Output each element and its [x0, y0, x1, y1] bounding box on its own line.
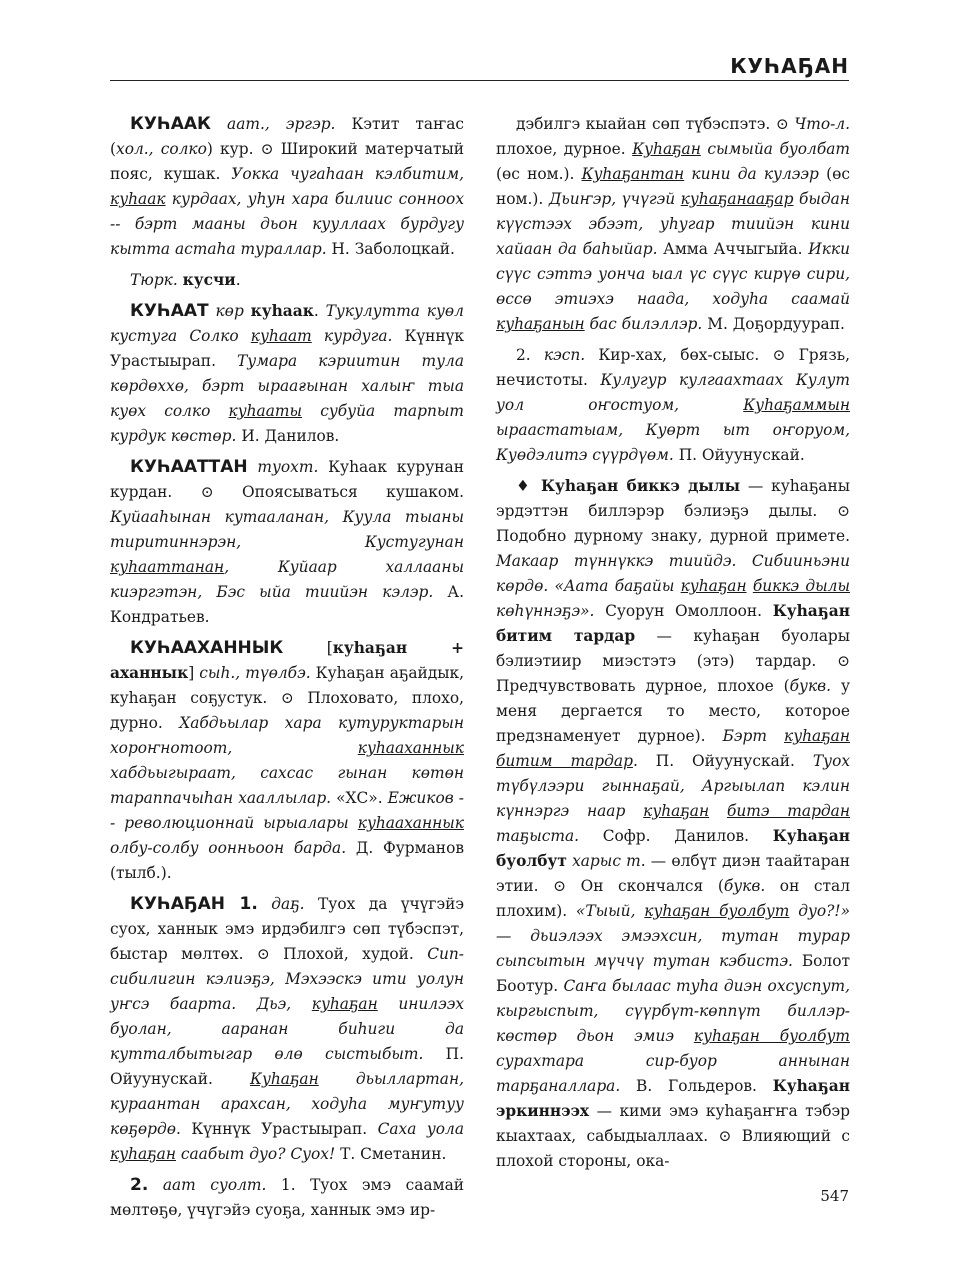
- dictionary-entry: [496, 112, 850, 337]
- entry-text: [: [283, 639, 333, 657]
- entry-text: көһүннэҕэ».: [496, 602, 595, 620]
- entry-text: дьиэлээх эмээхсин, тутан турар сыпсытын мүччү тутан кэбистэ.: [496, 927, 850, 970]
- entry-text: И. Данилов.: [236, 427, 340, 445]
- entry-text: Куһаҕантан: [581, 165, 685, 183]
- entry-text: куһаак: [250, 302, 314, 320]
- entry-text: Куһаак курунан курдан. ⊙ Опоясываться кушаком.: [110, 458, 464, 501]
- entry-text: харыс т.: [572, 852, 646, 870]
- entry-text: , Куйаар халлааны киэргэтэн, Бэс ыйа тиийэн кэлэр.: [110, 558, 464, 601]
- entry-text: Хабдьылар хара кутуруктарын хороҥнотоот,: [110, 714, 464, 757]
- dictionary-entry: [496, 474, 850, 1174]
- entry-text: 1. Туох эмэ саамай мөлтөҕө, үчүгэйэ суоҕа, ханнык эмэ ир-: [110, 1176, 464, 1219]
- entry-text: (өс ном.).: [496, 165, 582, 183]
- entry-text: ыраастатыам, Куөрт ыт оҥоруом, Куөдэлитэ сүүрдүөм.: [496, 421, 850, 464]
- entry-text: дьыллартан, кураантан арахсан, ходуһа муҥутуу көҕөрдө.: [110, 1070, 464, 1138]
- entry-text: Куһаҕан битим тардар: [496, 602, 850, 645]
- entry-text: ♦ Куһаҕан биккэ дылы: [516, 477, 741, 495]
- header-rule: [110, 80, 849, 81]
- entry-text: Уокка чугаһаан кэлбитим,: [231, 165, 464, 183]
- entry-text: Суорун Омоллоон.: [594, 602, 773, 620]
- entry-text: плохое, дурное.: [496, 140, 633, 158]
- entry-text: ]: [188, 664, 200, 682]
- entry-text: куһааханнык: [357, 739, 464, 757]
- entry-text: Куһаҕан эркиннээх: [496, 1077, 850, 1120]
- running-head: КУҺАҔАН: [730, 54, 849, 78]
- entry-text: 2.: [516, 346, 544, 364]
- entry-text: букв.: [723, 877, 766, 895]
- entry-text: [211, 115, 227, 133]
- entry-text: куһаҕан: [311, 995, 378, 1013]
- headword: КУҺААТ: [130, 301, 209, 321]
- entry-text: Куһаҕан: [632, 140, 701, 158]
- page-number: 547: [820, 1187, 849, 1205]
- entry-text: куһаат: [250, 327, 312, 345]
- entry-text: хабдьыгыраат, сахсас гынан көтөн тараппачыһан хааллылар.: [110, 764, 464, 807]
- entry-text: курдуга.: [311, 327, 393, 345]
- entry-text: Бэрт: [722, 727, 785, 745]
- entry-text: Күннүк Урастыырап.: [180, 1120, 378, 1138]
- entry-text: [709, 802, 727, 820]
- entry-text: куһаҕан буолбут: [644, 902, 790, 920]
- entry-text: куһаҕан: [643, 802, 710, 820]
- entry-text: курдаах, уһун хара билиис сонноох -- бэрт мааны дьон кууллаах бурдугу кытта астаһа тураллар.: [110, 190, 464, 258]
- entry-text: Туох да үчүгэйэ суох, ханнык эмэ ирдэбилгэ сөп түбэспэт, быстар мөлтөх. ⊙ Плохой, худой.: [110, 895, 464, 963]
- entry-text: Тукулутта куөл кустуга Солко: [110, 302, 464, 345]
- entry-text: көр: [215, 302, 244, 320]
- entry-text: туохт.: [257, 458, 319, 476]
- entry-text: ) кур. ⊙ Широкий матерчатый пояс, кушак.: [110, 140, 464, 183]
- entry-text: .: [313, 302, 326, 320]
- entry-text: Д. Фурманов (тылб.).: [110, 839, 464, 882]
- entry-text: куһаҕан: [110, 1145, 176, 1163]
- entry-text: [258, 895, 271, 913]
- entry-text: он стал плохим).: [496, 877, 850, 920]
- entry-text: инилээх буолан, ааранан биһиги да кутталбытыгар өлө сыстыбыт.: [110, 995, 464, 1063]
- headword: КУҺААТТАН: [130, 457, 248, 477]
- entry-text: [248, 458, 258, 476]
- entry-text: Болот Боотур.: [496, 952, 850, 995]
- entry-text: Тюрк.: [130, 271, 178, 289]
- entry-text: букв.: [789, 677, 832, 695]
- entry-text: куһаак: [110, 190, 166, 208]
- entry-text: Кулугур кулгаахтаах Кулут уол оҥостуом,: [496, 371, 850, 414]
- entry-text: Саха уола: [377, 1120, 464, 1138]
- entry-text: Тумара кэриитин тула көрдөххө, бэрт ыраағынан халыҥ тыа куөх солко: [110, 352, 464, 420]
- entry-text: Что-л.: [794, 115, 850, 133]
- entry-text: .: [632, 752, 638, 770]
- entry-text: куһаҕан + аханнык: [110, 639, 464, 682]
- entry-text: куһаҕанын: [496, 315, 585, 333]
- entry-text: — кими эмэ куһаҕаҥҥа тэбэр кыахтаах, сабыдыаллаах. ⊙ Влияющий с плохой стороны, ока-: [496, 1102, 850, 1170]
- entry-text: куһааты: [228, 402, 303, 420]
- entry-text: куһаҕан: [680, 577, 747, 595]
- entry-text: куһааханнык: [357, 814, 464, 832]
- entry-text: Кир-хах, бөх-сыыс. ⊙ Грязь, нечистоты.: [496, 346, 851, 389]
- entry-text: «ХС».: [331, 789, 388, 807]
- entry-text: Күннүк Урастыырап.: [110, 327, 464, 370]
- entry-text: П. Ойуунускай.: [673, 446, 805, 464]
- entry-text: А. Кондратьев.: [110, 583, 464, 626]
- entry-text: [244, 302, 251, 320]
- entry-text: аат суолт.: [162, 1176, 267, 1194]
- entry-text: — куһаҕан буолары бэлиэтиир миэстэтэ (этэ) тардар. ⊙ Предчувствовать дурное, плохое (: [496, 627, 851, 695]
- entry-text: аат., эргэр.: [227, 115, 336, 133]
- entry-text: у меня дергается то место, которое предзнаменует дурное).: [496, 677, 851, 745]
- entry-text: сымыйа буолбат: [700, 140, 850, 158]
- dictionary-entry: [496, 343, 850, 468]
- entry-text: «Тыый,: [575, 902, 645, 920]
- entry-text: битэ тардан: [726, 802, 850, 820]
- dictionary-entry: [110, 268, 464, 293]
- dictionary-entry: [110, 112, 464, 262]
- entry-text: М. Доҕордуурап.: [702, 315, 845, 333]
- entry-text: — өлбүт диэн таайтаран этии. ⊙ Он скончался (: [496, 852, 850, 895]
- entry-text: Куһаҕаммын: [743, 396, 850, 414]
- entry-text: бас билэллэр.: [584, 315, 703, 333]
- entry-text: Н. Заболоцкай.: [326, 240, 455, 258]
- dictionary-entry: [110, 455, 464, 630]
- entry-text: куһаҕан: [784, 727, 850, 745]
- entry-text: [148, 1176, 163, 1194]
- entry-text: Макаар түннүккэ тиийдэ. Сибииньэни көрдө. «Аата баҕайы: [496, 552, 850, 595]
- headword: 2.: [130, 1175, 149, 1195]
- entry-text: Саҥа былаас туһа диэн охсуспут, кыргыспыт, сүүрбүт-көппүт биллэр-көстөр дьон эмиэ: [496, 977, 850, 1045]
- dictionary-entry: [110, 1173, 464, 1223]
- entry-text: Ежиков -- революционнай ырыалары: [110, 789, 464, 832]
- right-column: [496, 112, 850, 1180]
- entry-text: Куйааһынан кутааланан, Куула тыаны тиритиннэрэн, Кустугунан: [110, 508, 464, 551]
- headword: КУҺААХАННЫК: [130, 638, 284, 658]
- entry-text: куһаҕан буолбут: [693, 1027, 850, 1045]
- entry-text: П. Ойуунускай.: [637, 752, 813, 770]
- entry-text: Туох түбүлээри гыннаҕай, Аргыылап кэлин күннэргэ наар: [496, 752, 851, 820]
- entry-text: Амма Аччыгыйа.: [657, 240, 809, 258]
- entry-text: (өс ном.).: [496, 165, 850, 208]
- entry-text: куһааттанан: [110, 558, 225, 576]
- entry-text: таҕыста.: [496, 827, 580, 845]
- entry-text: П. Ойуунускай.: [110, 1045, 464, 1088]
- entry-text: Куһаҕан аҕайдык, куһаҕан соҕустук. ⊙ Плоховато, плохо, дурно.: [110, 664, 464, 732]
- dictionary-entry: [110, 636, 464, 886]
- entry-text: сыһ., түөлбэ.: [199, 664, 311, 682]
- entry-text: —: [496, 927, 531, 945]
- entry-text: Т. Сметанин.: [335, 1145, 447, 1163]
- entry-text: хол., солко: [116, 140, 207, 158]
- entry-text: даҕ.: [271, 895, 305, 913]
- entry-text: Дьиҥэр, үчүгэй: [548, 190, 681, 208]
- entry-text: дэбилгэ кыайан сөп түбэспэтэ. ⊙: [516, 115, 795, 133]
- entry-text: биккэ дылы: [752, 577, 850, 595]
- entry-text: дуо?!»: [789, 902, 851, 920]
- entry-text: кэсп.: [543, 346, 586, 364]
- entry-text: кини да кулээр: [684, 165, 819, 183]
- entry-text: В. Гольдеров.: [620, 1077, 773, 1095]
- entry-text: кусчи: [182, 271, 236, 289]
- entry-text: субуйа тарпыт курдук көстөр.: [110, 402, 464, 445]
- left-column: [110, 112, 464, 1229]
- dictionary-entry: [110, 892, 464, 1167]
- entry-text: Куһаҕан: [250, 1070, 319, 1088]
- entry-text: Сип-сибилигин кэлиэҕэ, Мэхээскэ ити уолун уҥсэ баарта. Дьэ,: [110, 945, 464, 1013]
- entry-text: Софр. Данилов.: [579, 827, 773, 845]
- entry-text: Куһаҕан буолбут: [496, 827, 850, 870]
- entry-text: саабыт дуо? Суох!: [175, 1145, 336, 1163]
- entry-text: сурахтара сир-буор аннынан тарҕаналлара.: [496, 1052, 850, 1095]
- entry-text: олбу-солбу оонньоон барда.: [110, 839, 347, 857]
- entry-text: битим тардар: [496, 752, 633, 770]
- entry-text: Кэтит таҥас (: [110, 115, 464, 158]
- entry-text: быдан күүстээх эбээт, уһугар тиийэн кини хайаан да баһыйар.: [496, 190, 850, 258]
- dictionary-entry: [110, 299, 464, 449]
- entry-text: Икки сүүс сэттэ уонча ыал үс сүүс кирүө сири, өссө этиэхэ наада, ходуһа саамай: [496, 240, 850, 308]
- headword: КУҺААК: [130, 114, 211, 134]
- headword: КУҺАҔАН 1.: [130, 894, 258, 914]
- entry-text: .: [235, 271, 241, 289]
- entry-text: — куһаҕаны эрдэттэн биллэрэр бэлиэҕэ дылы. ⊙ Подобно дурному знаку, дурной примете.: [496, 477, 850, 545]
- entry-text: куһаҕанааҕар: [680, 190, 794, 208]
